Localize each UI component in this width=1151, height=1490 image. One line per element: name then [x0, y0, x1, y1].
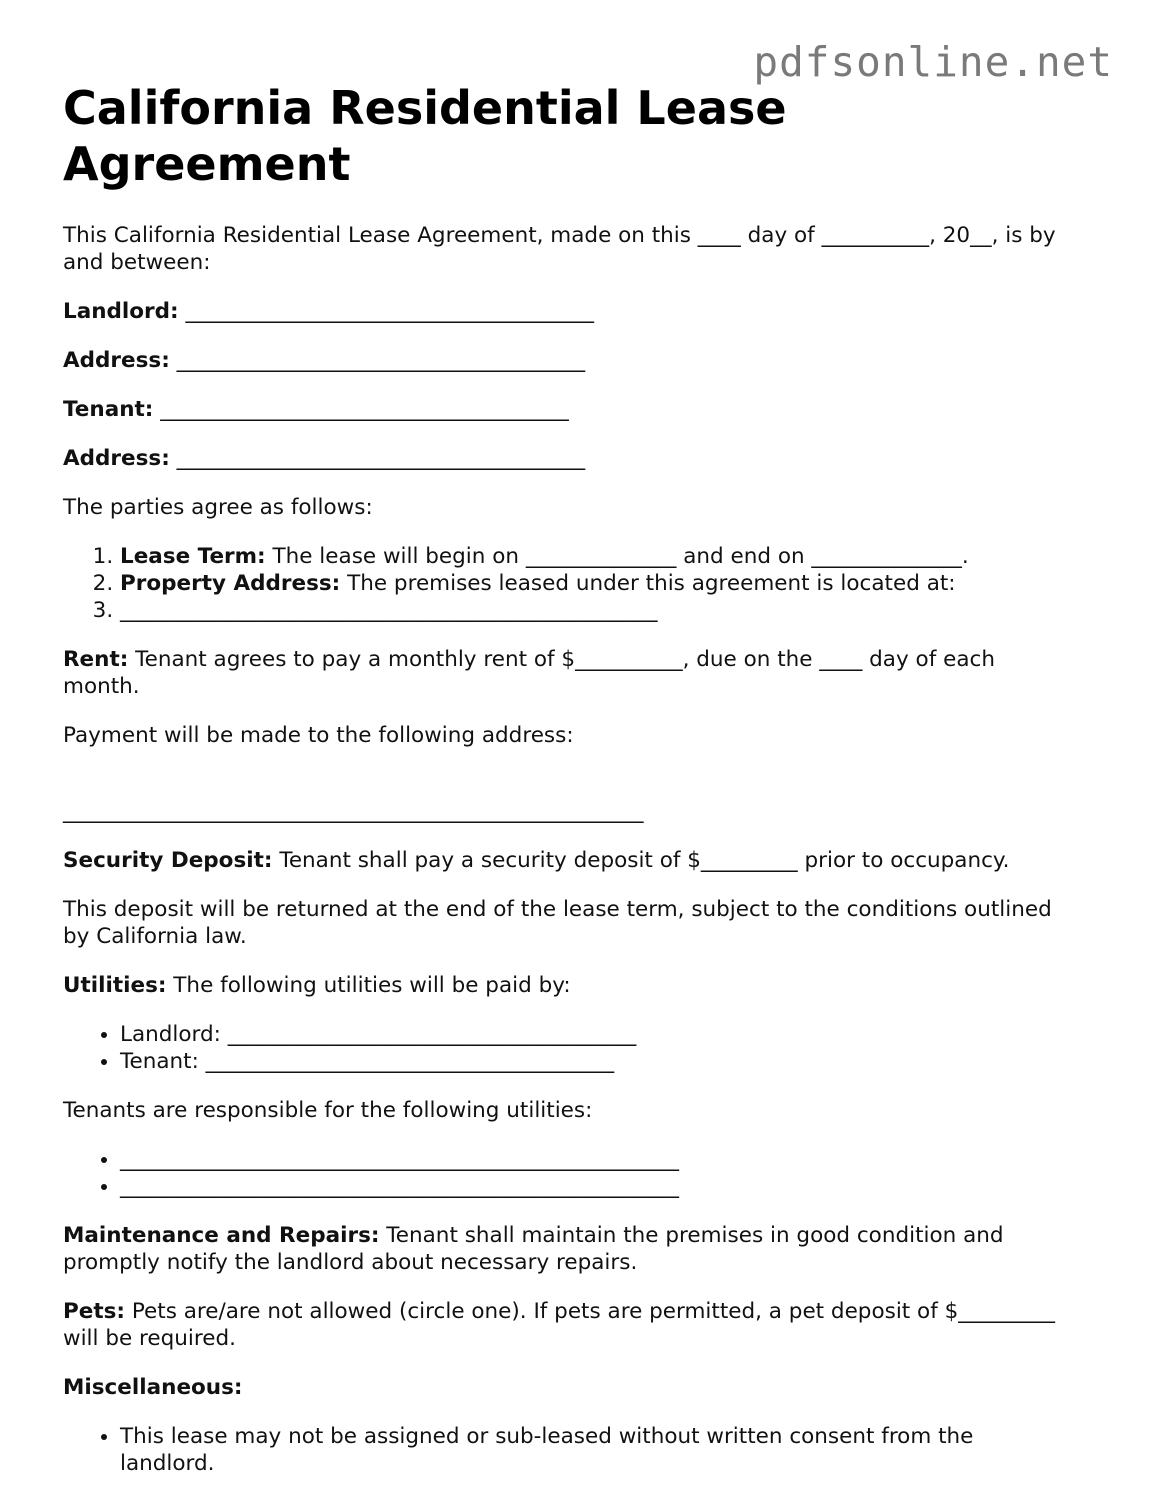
maintenance-text: Tenant shall maintain the premises in good condition and promptly notify the landlord about necessary repairs. — [63, 1223, 1004, 1275]
landlord-label: Landlord: — [63, 299, 179, 324]
security-deposit-label: Security Deposit: — [63, 848, 273, 873]
rent-text: Tenant agrees to pay a monthly rent of $__________, due on the ____ day of each month. — [63, 647, 995, 699]
miscellaneous-label: Miscellaneous: — [63, 1375, 243, 1400]
tenant-blank: ______________________________________ — [160, 397, 569, 422]
landlord-field — [63, 298, 1073, 325]
list-item-misc-1: • This lease may not be assigned or sub-leased without written consent from the landlord. — [120, 1423, 1073, 1477]
tenant-label: Tenant: — [63, 397, 154, 422]
utilities-paragraph — [63, 972, 1073, 999]
list-item-tenant-utility-1: • ____________________________________________________ — [120, 1146, 1073, 1173]
landlord-address-field — [63, 347, 1073, 374]
property-address-text: The premises leased under this agreement is located at: — [340, 571, 956, 596]
miscellaneous-heading — [63, 1374, 1073, 1401]
tenant-utilities-list — [63, 1146, 1073, 1200]
list-item-address-blank — [120, 597, 1073, 624]
utilities-text: The following utilities will be paid by: — [166, 973, 571, 998]
pets-text: Pets are/are not allowed (circle one). If pets are permitted, a pet deposit of $_________ will be required. — [63, 1299, 1056, 1351]
lease-term-label: Lease Term: — [120, 544, 266, 569]
rent-label: Rent: — [63, 647, 129, 672]
document-page — [63, 80, 1073, 1477]
deposit-return-paragraph: This deposit will be returned at the end of the lease term, subject to the conditions outlined by California law. — [63, 897, 1052, 949]
utilities-label: Utilities: — [63, 973, 167, 998]
tenant-address-field — [63, 445, 1073, 472]
landlord-address-blank: ______________________________________ — [176, 348, 586, 373]
list-item-utilities-tenant: • Tenant: ______________________________________ — [120, 1048, 1073, 1075]
landlord-blank: ______________________________________ — [185, 299, 594, 324]
maintenance-label: Maintenance and Repairs: — [63, 1223, 380, 1248]
terms-list — [63, 543, 1073, 624]
tenant-field — [63, 396, 1073, 423]
address-blank: __________________________________________________ — [120, 598, 658, 623]
payment-address-blank: ______________________________________________________ — [63, 799, 644, 824]
watermark: pdfsonline.net — [753, 38, 1113, 86]
list-item-lease-term — [120, 543, 1073, 570]
utilities-list — [63, 1021, 1073, 1075]
pets-label: Pets: — [63, 1299, 126, 1324]
maintenance-paragraph — [63, 1222, 1073, 1276]
list-item-property-address — [120, 570, 1073, 597]
property-address-label: Property Address: — [120, 571, 341, 596]
list-item-utilities-landlord: • Landlord: ______________________________________ — [120, 1021, 1073, 1048]
list-item-tenant-utility-2: • ____________________________________________________ — [120, 1173, 1073, 1200]
tenant-address-label: Address: — [63, 446, 170, 471]
document-title: California Residential Lease Agreement — [63, 81, 787, 191]
rent-paragraph — [63, 646, 1073, 700]
landlord-address-label: Address: — [63, 348, 170, 373]
lease-term-text: The lease will begin on ______________ and end on ______________. — [265, 544, 969, 569]
tenant-utilities-paragraph: Tenants are responsible for the following utilities: — [63, 1098, 593, 1123]
security-deposit-paragraph — [63, 847, 1073, 874]
security-deposit-text: Tenant shall pay a security deposit of $_________ prior to occupancy. — [272, 848, 1010, 873]
pets-paragraph — [63, 1298, 1073, 1352]
intro-paragraph: This California Residential Lease Agreement, made on this ____ day of __________, 20__, is by and between: — [63, 223, 1056, 275]
parties-agree: The parties agree as follows: — [63, 495, 373, 520]
payment-address-paragraph: Payment will be made to the following address: — [63, 723, 574, 748]
miscellaneous-list — [63, 1423, 1073, 1477]
tenant-address-blank: ______________________________________ — [176, 446, 586, 471]
